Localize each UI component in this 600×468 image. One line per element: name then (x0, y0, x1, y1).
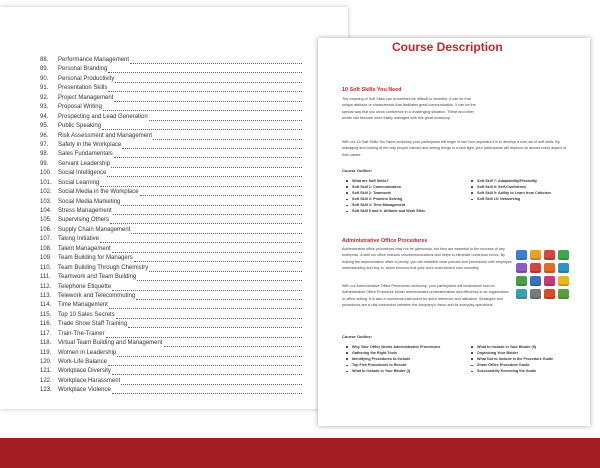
page-title: Course Description (392, 40, 503, 54)
list-item: Soft Skill 10: Networking (470, 196, 580, 202)
list-item: Share Office Procedure Guide (470, 362, 578, 368)
soft-skills-outline-right (470, 178, 580, 202)
list-item: What to Include in Your Binder (II) (470, 344, 578, 350)
toc-row (40, 103, 302, 112)
toc-row (40, 301, 302, 310)
toc-row (40, 150, 302, 159)
toc-leader-dots (153, 133, 302, 140)
toc-row (40, 235, 302, 244)
admin-procedures-description: With our Administrative Office Procedures workshop, your participants will understand how an Administrative Office Procedure binder demonstrates professionalism and efficiency in an organization or office setting. It is also a marvelous instrument for quick reference and utilization. Strategies and procedures are a vital connection between the company's vision and its everyday operations. (342, 284, 509, 307)
office-app-icon (558, 263, 569, 273)
toc-title: Social Media Marketing (58, 198, 121, 205)
toc-leader-dots (108, 85, 302, 92)
toc-leader-dots (112, 246, 302, 253)
toc-leader-dots (130, 57, 302, 64)
office-app-icon (558, 276, 569, 286)
toc-title: Women in Leadership (58, 349, 117, 356)
toc-title: Time Management (58, 302, 108, 309)
toc-number: 91. (40, 85, 49, 92)
list-item: Soft Skill 9: Ability to Learn from Criticism (470, 190, 580, 196)
toc-leader-dots (116, 312, 302, 319)
list-item: Top Five Procedures to Record (345, 362, 443, 368)
office-app-icon (544, 276, 555, 286)
toc-number: 101. (40, 179, 52, 186)
toc-number: 93. (40, 104, 49, 111)
toc-title: Teamwork and Team Building (58, 274, 137, 281)
toc-number: 116. (40, 321, 52, 328)
toc-row (40, 84, 302, 93)
office-app-icon (516, 276, 527, 286)
toc-number: 114. (40, 302, 52, 309)
list-item: Successfully Executing the Guide (470, 368, 578, 374)
toc-title: Train-The-Trainer (58, 330, 105, 337)
list-item: Soft Skill 8: Self-Confidence (470, 184, 580, 190)
toc-title: Top 10 Sales Secrets (58, 311, 115, 318)
toc-row (40, 358, 302, 367)
toc-leader-dots (149, 114, 302, 121)
toc-title: Team Building Through Chemistry (58, 264, 149, 271)
office-app-icon (530, 276, 541, 286)
toc-row (40, 330, 302, 339)
toc-row (40, 264, 302, 273)
toc-row (40, 207, 302, 216)
toc-number: 120. (40, 359, 52, 365)
list-item: Soft Skill 1: Communication (345, 184, 441, 190)
toc-title: Servant Leadership (58, 160, 111, 167)
office-app-icon (516, 289, 527, 299)
toc-leader-dots (100, 236, 302, 243)
toc-row (40, 113, 302, 122)
bottom-red-band (0, 438, 600, 468)
toc-title: Team Building for Managers (58, 255, 133, 262)
office-app-icon (544, 263, 555, 273)
toc-leader-dots (110, 217, 302, 224)
toc-page (0, 7, 348, 409)
toc-row (40, 75, 302, 84)
toc-leader-dots (108, 359, 302, 366)
section-heading-soft-skills: 10 Soft Skills You Need (342, 87, 402, 93)
toc-leader-dots (115, 76, 302, 83)
toc-leader-dots (107, 170, 302, 177)
list-item: Why Your Office Needs Administrative Procedures (345, 344, 443, 350)
toc-row (40, 226, 302, 235)
toc-number: 95. (40, 123, 49, 130)
toc-number: 88. (40, 57, 49, 63)
toc-row (40, 160, 302, 169)
toc-row (40, 141, 302, 150)
admin-outline-label: Course Outline: (342, 334, 373, 339)
office-app-icon (544, 289, 555, 299)
toc-title: Sales Fundamentals (58, 151, 113, 158)
toc-leader-dots (111, 161, 302, 168)
toc-leader-dots (149, 265, 302, 272)
toc-row (40, 283, 302, 292)
toc-title: Social Learning (58, 179, 100, 186)
toc-leader-dots (164, 340, 302, 347)
toc-row (40, 349, 302, 358)
list-item: Soft Skill 7: Adaptability/Flexibility (470, 178, 580, 184)
toc-number: 110. (40, 264, 52, 271)
toc-number: 107. (40, 236, 52, 243)
toc-leader-dots (112, 387, 302, 394)
admin-outline-right (470, 344, 578, 374)
toc-leader-dots (121, 199, 302, 206)
toc-row (40, 320, 302, 329)
toc-title: Safety in the Workplace (58, 141, 122, 148)
toc-title: Telework and Telecommuting (58, 292, 136, 299)
office-icons-graphic (516, 250, 572, 299)
admin-outline-left (345, 344, 443, 374)
toc-number: 123. (40, 387, 52, 394)
toc-title: Work-Life Balance (58, 359, 107, 365)
office-app-icon (530, 289, 541, 299)
toc-number: 96. (40, 132, 49, 139)
list-item: Identifying Procedures to Include (345, 356, 443, 362)
toc-title: Project Management (58, 94, 114, 101)
toc-title: Prospecting and Lead Generation (58, 113, 148, 120)
toc-row (40, 198, 302, 207)
toc-leader-dots (114, 151, 302, 158)
toc-row (40, 292, 302, 301)
office-app-icon (516, 263, 527, 273)
list-item: What to Include in Your Binder (I) (345, 368, 443, 374)
toc-row (40, 94, 302, 103)
toc-number: 119. (40, 349, 52, 356)
toc-row (40, 188, 302, 197)
toc-number: 89. (40, 66, 49, 73)
toc-row (40, 367, 302, 376)
toc-leader-dots (117, 350, 302, 357)
toc-title: Social Media in the Workplace (58, 189, 139, 196)
toc-number: 97. (40, 141, 49, 148)
toc-leader-dots (113, 208, 302, 215)
toc-title: Performance Management (58, 57, 130, 63)
toc-title: Talent Management (58, 245, 111, 252)
toc-number: 109. (40, 255, 52, 262)
toc-leader-dots (128, 321, 302, 328)
section-heading-admin-procedures: Administrative Office Procedures (342, 238, 428, 244)
toc-number: 103. (40, 198, 52, 205)
toc-number: 106. (40, 226, 52, 233)
toc-leader-dots (102, 123, 302, 130)
soft-skills-intro: The meaning of Soft Skills can sometimes be difficult to describe. It can be that unique attribute or characteristic that facilitates great communication. It can be the special way that you show confidence in a challenging situation. These and other words can become more easily managed with this great workshop. (342, 97, 476, 120)
list-item: Soft Skill 3: Problem Solving (345, 196, 441, 202)
office-app-icon (516, 250, 527, 260)
toc-title: Telephone Etiquette (58, 283, 112, 290)
list-item: Soft Skill 4: Time Management (345, 202, 441, 208)
toc-row (40, 245, 302, 254)
toc-leader-dots (108, 66, 302, 73)
toc-title: Public Speaking (58, 123, 102, 130)
toc-title: Personal Productivity (58, 75, 115, 82)
office-app-icon (530, 250, 541, 260)
toc-number: 100. (40, 170, 52, 177)
office-app-icon (544, 250, 555, 260)
toc-leader-dots (136, 293, 302, 300)
toc-title: Workplace Diversity (58, 368, 111, 375)
toc-leader-dots (134, 255, 302, 262)
toc-list (40, 56, 302, 396)
toc-title: Personal Branding (58, 66, 108, 73)
toc-number: 92. (40, 94, 49, 101)
toc-row (40, 377, 302, 386)
toc-number: 113. (40, 292, 52, 299)
toc-number: 98. (40, 151, 49, 158)
toc-leader-dots (112, 284, 302, 291)
toc-row (40, 65, 302, 74)
list-item: What Not to Include in the Procedure Guide (470, 356, 578, 362)
toc-row (40, 386, 302, 395)
toc-title: Social Intelligence (58, 170, 107, 177)
toc-title: Taking Initiative (58, 236, 100, 243)
toc-title: Supply Chain Management (58, 226, 131, 233)
toc-number: 99. (40, 160, 49, 167)
toc-title: Trade Show Staff Training (58, 321, 128, 328)
list-item: Soft Skill 2: Teamwork (345, 190, 441, 196)
soft-skills-description: With our 10 Soft Skills You Need workshop your participants will begin to see how important it is to develop a core set of soft skills. By managing and looking at the way people interact and seeing things in a new light, your participants will improve on almost every aspect of their career. (342, 140, 567, 157)
list-item: Gathering the Right Tools (345, 350, 443, 356)
toc-number: 118. (40, 340, 52, 347)
list-item: Soft Skill 5 and 6: Attitude and Work Ethic (345, 208, 441, 214)
course-description-page (318, 38, 590, 426)
toc-title: Supervising Others (58, 217, 110, 224)
toc-row (40, 132, 302, 141)
toc-number: 121. (40, 368, 52, 375)
toc-title: Workplace Violence (58, 387, 111, 394)
toc-row (40, 179, 302, 188)
toc-row (40, 56, 302, 65)
toc-row (40, 254, 302, 263)
toc-title: Virtual Team Building and Management (58, 340, 163, 347)
toc-leader-dots (131, 227, 302, 234)
toc-leader-dots (103, 104, 302, 111)
office-app-icon (558, 289, 569, 299)
toc-number: 117. (40, 330, 52, 337)
toc-row (40, 169, 302, 178)
toc-leader-dots (112, 368, 302, 375)
office-app-icon (530, 263, 541, 273)
toc-leader-dots (122, 142, 302, 149)
toc-number: 115. (40, 311, 52, 318)
toc-leader-dots (121, 378, 302, 385)
toc-row (40, 273, 302, 282)
toc-title: Stress Management (58, 208, 112, 214)
toc-leader-dots (106, 331, 302, 338)
toc-row (40, 122, 302, 131)
toc-leader-dots (109, 302, 302, 309)
toc-leader-dots (140, 189, 302, 196)
toc-title: Proposal Writing (58, 104, 102, 111)
toc-row (40, 216, 302, 225)
toc-title: Presentation Skills (58, 85, 108, 92)
toc-number: 105. (40, 217, 52, 224)
toc-number: 90. (40, 75, 49, 82)
toc-row (40, 339, 302, 348)
soft-skills-outline-label: Course Outline: (342, 168, 373, 173)
toc-number: 104. (40, 208, 52, 214)
list-item: Organizing Your Binder (470, 350, 578, 356)
toc-number: 94. (40, 113, 49, 120)
toc-row (40, 311, 302, 320)
toc-number: 102. (40, 189, 52, 196)
office-app-icon (558, 250, 569, 260)
toc-leader-dots (114, 95, 302, 102)
toc-leader-dots (137, 274, 302, 281)
toc-leader-dots (100, 180, 302, 187)
toc-number: 112. (40, 283, 52, 290)
soft-skills-outline-left (345, 178, 441, 215)
toc-title: Risk Assessment and Management (58, 132, 153, 139)
toc-number: 111. (40, 274, 51, 281)
toc-number: 108. (40, 245, 52, 252)
toc-number: 122. (40, 377, 52, 384)
admin-procedures-intro: Administrative office procedures may not be glamorous, but they are essential to the success of any enterprise. A well run office reduces miscommunications and helps to eliminate numerous errors. By making the administrative office a priority, you will establish clear policies and procedures with employee understanding and buy-in, which ensures that your work environment runs smoothly. (342, 247, 512, 270)
list-item: What are Soft Skills? (345, 178, 441, 184)
toc-title: Workplace Harassment (58, 377, 121, 384)
